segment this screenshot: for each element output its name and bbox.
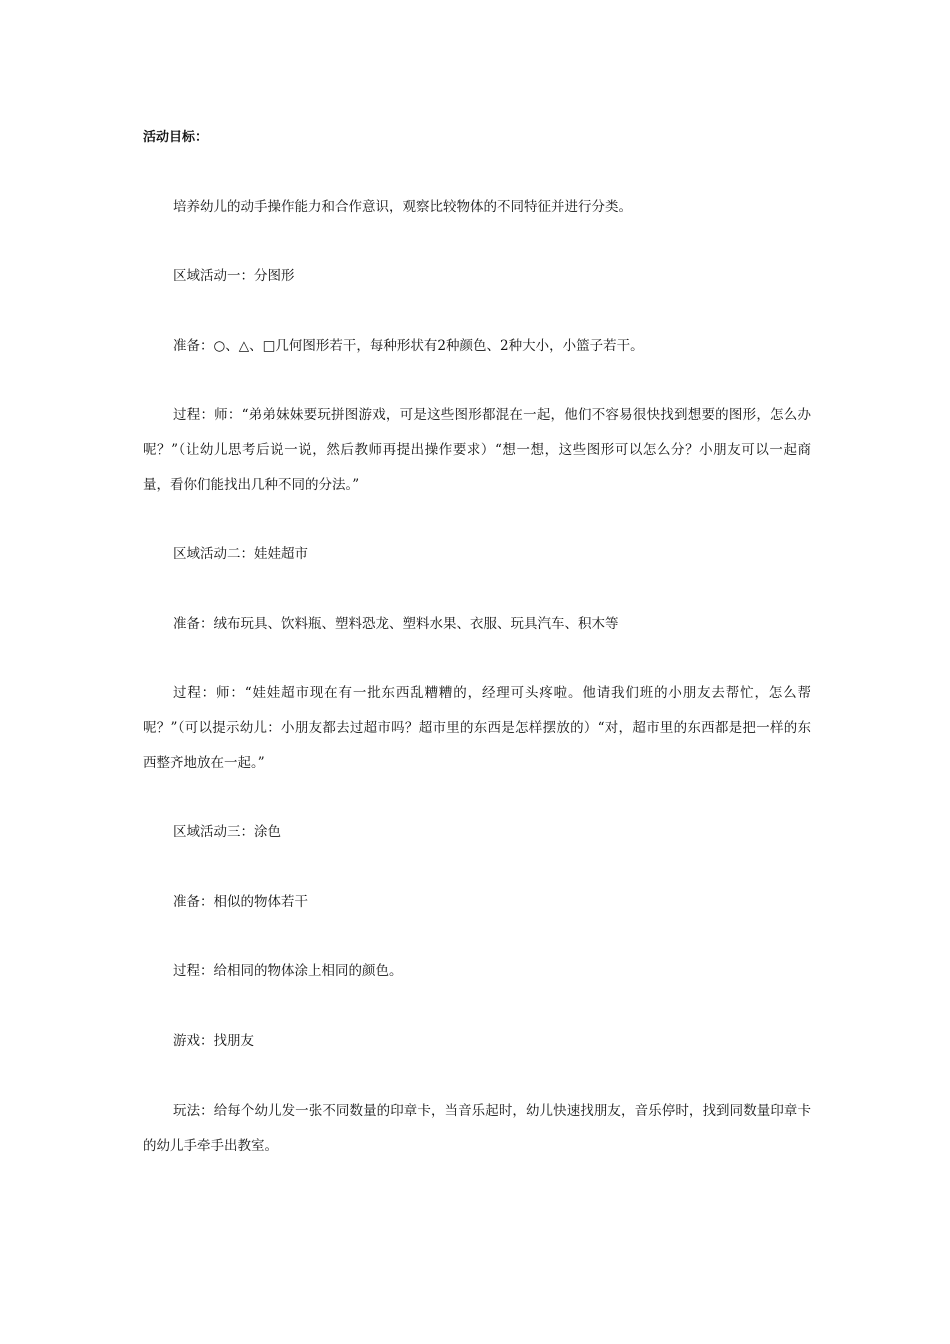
- paragraph-area-two-prep: 准备：绒布玩具、饮料瓶、塑料恐龙、塑料水果、衣服、玩具汽车、积木等: [173, 616, 619, 632]
- paragraph-goal: 培养幼儿的动手操作能力和合作意识，观察比较物体的不同特征并进行分类。: [173, 199, 632, 215]
- paragraph-area-three-title: 区域活动三：涂色: [173, 824, 281, 840]
- paragraph-area-two-process: 过程：师：“娃娃超市现在有一批东西乱糟糟的，经理可头疼啦。他请我们班的小朋友去帮忙，怎么帮呢？”（可以提示幼儿：小朋友都去过超市吗？超市里的东西是怎样摆放的）“对，超市里的东西都是把一样的东西整齐地放在一起。”: [143, 685, 811, 771]
- paragraph-area-two-title: 区域活动二：娃娃超市: [173, 546, 308, 562]
- paragraph-game-rules: 玩法：给每个幼儿发一张不同数量的印章卡，当音乐起时，幼儿快速找朋友，音乐停时，找到同数量印章卡的幼儿手牵手出教室。: [143, 1103, 811, 1154]
- paragraph-game-title: 游戏：找朋友: [173, 1033, 254, 1049]
- section-heading: 活动目标：: [143, 130, 209, 145]
- paragraph-area-one-title: 区域活动一：分图形: [173, 268, 295, 284]
- paragraph-area-three-process: 过程：给相同的物体涂上相同的颜色。: [173, 963, 403, 979]
- paragraph-area-three-prep: 准备：相似的物体若干: [173, 894, 308, 910]
- paragraph-area-one-prep: 准备：○、△、□几何图形若干，每种形状有2种颜色、2种大小，小篮子若干。: [173, 338, 644, 354]
- paragraph-area-one-process: 过程：师：“弟弟妹妹要玩拼图游戏，可是这些图形都混在一起，他们不容易很快找到想要的图形，怎么办呢？”（让幼儿思考后说一说，然后教师再提出操作要求）“想一想，这些图形可以怎么分？小朋友可以一起商量，看你们能找出几种不同的分法。”: [143, 407, 811, 493]
